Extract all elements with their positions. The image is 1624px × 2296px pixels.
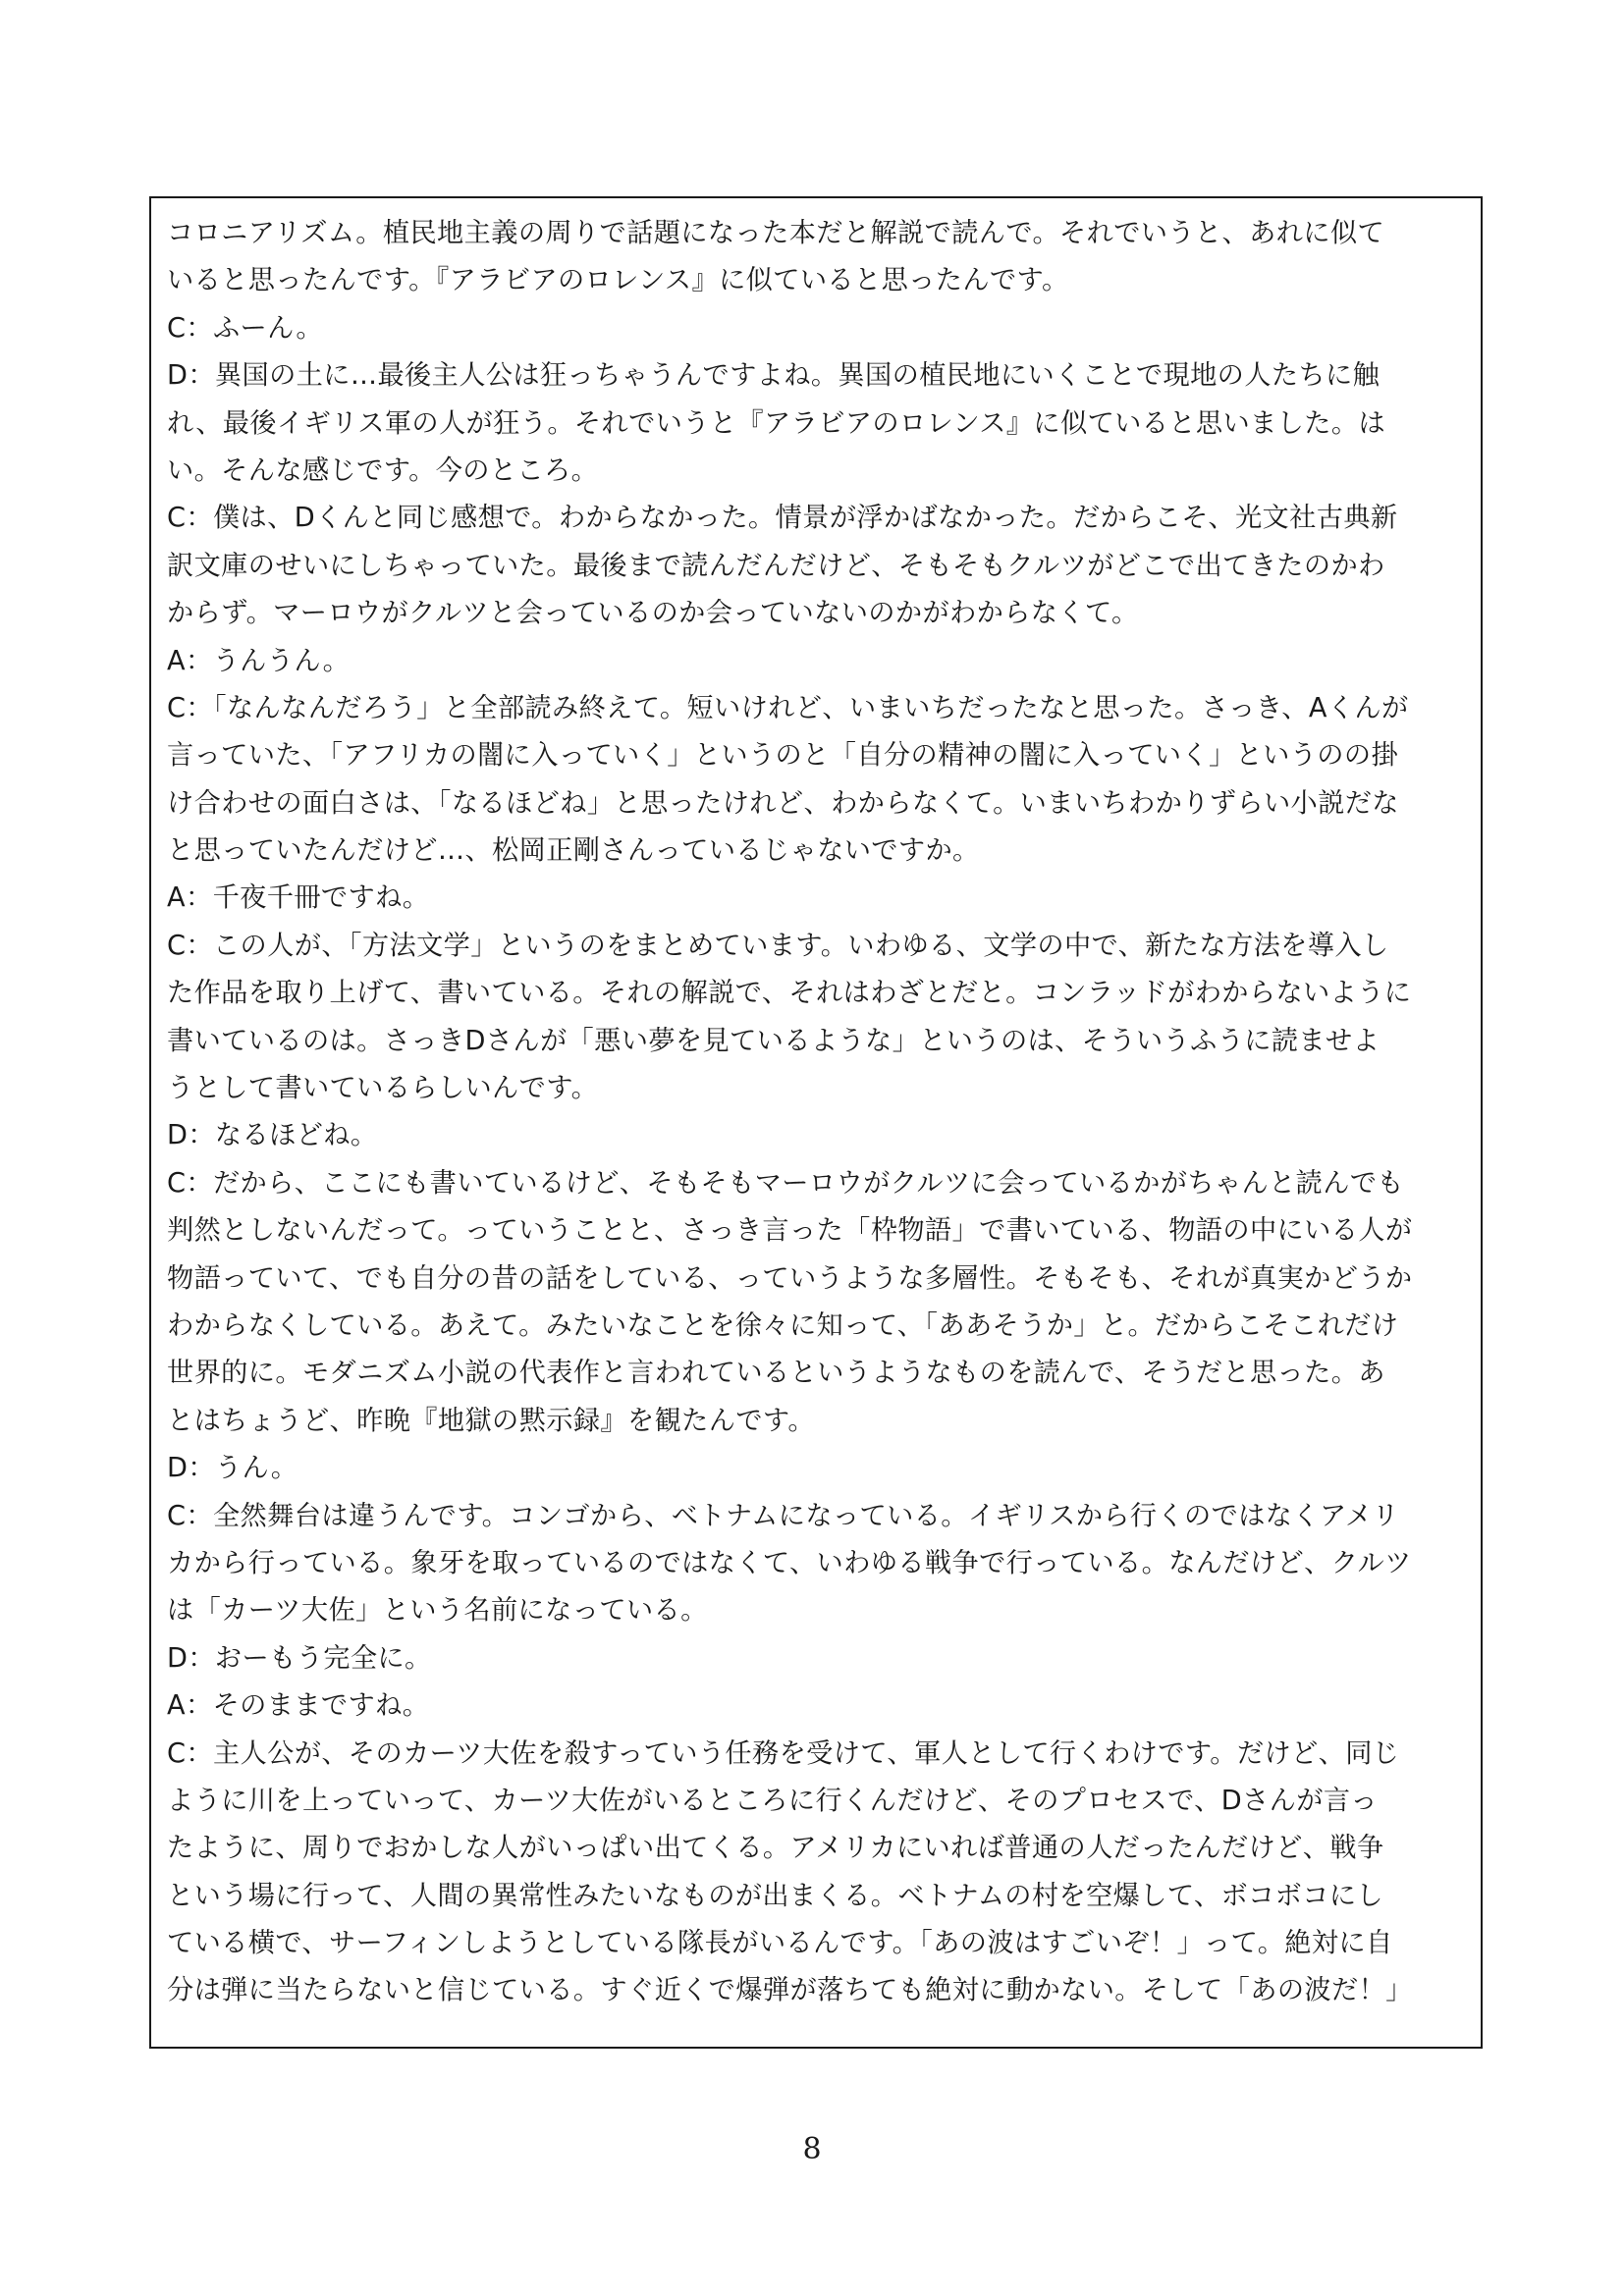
transcript-line: うとして書いているらしいんです。 [167, 1073, 599, 1104]
transcript-line: A：千夜千冊ですね。 [167, 882, 430, 914]
transcript-line: C：僕は、Dくんと同じ感想で。わからなかった。情景が浮かばなかった。だからこそ、光文社古典新 [167, 503, 1398, 534]
transcript-line: C：この人が、「方法文学」というのをまとめています。いわゆる、文学の中で、新たな方法を導入し [167, 930, 1389, 961]
transcript-line: ている横で、サーフィンしようとしている隊長がいるんです。「あの波はすごいぞ！」って。絶対に自 [167, 1928, 1393, 1959]
transcript-line: C：ふーん。 [167, 312, 323, 344]
transcript-line: た作品を取り上げて、書いている。それの解説で、それはわざとだと。コンラッドがわからないように [167, 978, 1412, 1009]
page-number: 8 [802, 2132, 822, 2166]
transcript-line: からず。マーロウがクルツと会っているのか会っていないのかがわからなくて。 [167, 598, 1139, 629]
transcript-line: わからなくしている。あえて。みたいなことを徐々に知って、「ああそうか」と。だからこそこれだけ [167, 1309, 1399, 1341]
transcript-line: 訳文庫のせいにしちゃっていた。最後まで読んだんだけど、そもそもクルツがどこで出てきたのかわ [167, 550, 1385, 581]
transcript-line: A：そのままですね。 [167, 1690, 430, 1722]
transcript-line: という場に行って、人間の異常性みたいなものが出まくる。ベトナムの村を空爆して、ボコボコにし [167, 1880, 1383, 1911]
transcript-line: 世界的に。モダニズム小説の代表作と言われているというようなものを読んで、そうだと思った。あ [167, 1358, 1385, 1389]
transcript-line: れ、最後イギリス軍の人が狂う。それでいうと『アラビアのロレンス』に似ていると思いました。は [167, 407, 1386, 439]
transcript-line: たように、周りでおかしな人がいっぱい出てくる。アメリカにいれば普通の人だったんだけど、戦争 [167, 1833, 1384, 1864]
transcript-line: C：主人公が、そのカーツ大佐を殺すっていう任務を受けて、軍人として行くわけです。だけど、同じ [167, 1737, 1400, 1769]
transcript-line: ように川を上っていって、カーツ大佐がいるところに行くんだけど、そのプロセスで、Dさんが言っ [167, 1785, 1379, 1816]
transcript-line: C：「なんなんだろう」と全部読み終えて。短いけれど、いまいちだったなと思った。さっき、Aくんが [167, 692, 1409, 723]
transcript-text-box [149, 196, 1483, 2049]
transcript-line: A：うんうん。 [167, 645, 351, 676]
transcript-line: と思っていたんだけど…、松岡正剛さんっているじゃないですか。 [167, 835, 980, 867]
transcript-line: け合わせの面白さは、「なるほどね」と思ったけれど、わからなくて。いまいちわかりずらい小説だな [167, 787, 1399, 819]
transcript-line: 言っていた、「アフリカの闇に入っていく」というのと「自分の精神の闇に入っていく」というのの掛 [167, 740, 1399, 772]
transcript-line: D：なるほどね。 [167, 1120, 378, 1151]
transcript-line: とはちょうど、昨晩『地獄の黙示録』を観たんです。 [167, 1405, 815, 1436]
transcript-line: D：おーもう完全に。 [167, 1642, 432, 1674]
transcript-line: 書いているのは。さっきDさんが「悪い夢を見ているような」というのは、そういうふうに読ませよ [167, 1025, 1380, 1056]
transcript-line: いると思ったんです。『アラビアのロレンス』に似ていると思ったんです。 [167, 265, 1069, 296]
transcript-line: カから行っている。象牙を取っているのではなくて、いわゆる戦争で行っている。なんだけど、クルツ [167, 1547, 1412, 1578]
transcript-line: 分は弾に当たらないと信じている。すぐ近くで爆弾が落ちても絶対に動かない。そして「あの波だ！」 [167, 1975, 1413, 2006]
transcript-line: C：だから、ここにも書いているけど、そもそもマーロウがクルツに会っているかがちゃんと読んでも [167, 1167, 1405, 1199]
transcript-line: 物語っていて、でも自分の昔の話をしている、っていうような多層性。そもそも、それが真実かどうか [167, 1262, 1413, 1294]
transcript-line: 判然としないんだって。っていうことと、さっき言った「枠物語」で書いている、物語の中にいる人が [167, 1215, 1413, 1247]
transcript-line: は「カーツ大佐」という名前になっている。 [167, 1595, 708, 1627]
transcript-line: C：全然舞台は違うんです。コンゴから、ベトナムになっている。イギリスから行くのではなくアメリ [167, 1500, 1400, 1531]
transcript-line: い。そんな感じです。今のところ。 [167, 454, 599, 486]
transcript-line: D：異国の土に…最後主人公は狂っちゃうんですよね。異国の植民地にいくことで現地の人たちに触 [167, 360, 1380, 392]
transcript-line: コロニアリズム。植民地主義の周りで話題になった本だと解説で読んで。それでいうと、あれに似て [167, 218, 1385, 248]
transcript-line: D：うん。 [167, 1453, 298, 1484]
